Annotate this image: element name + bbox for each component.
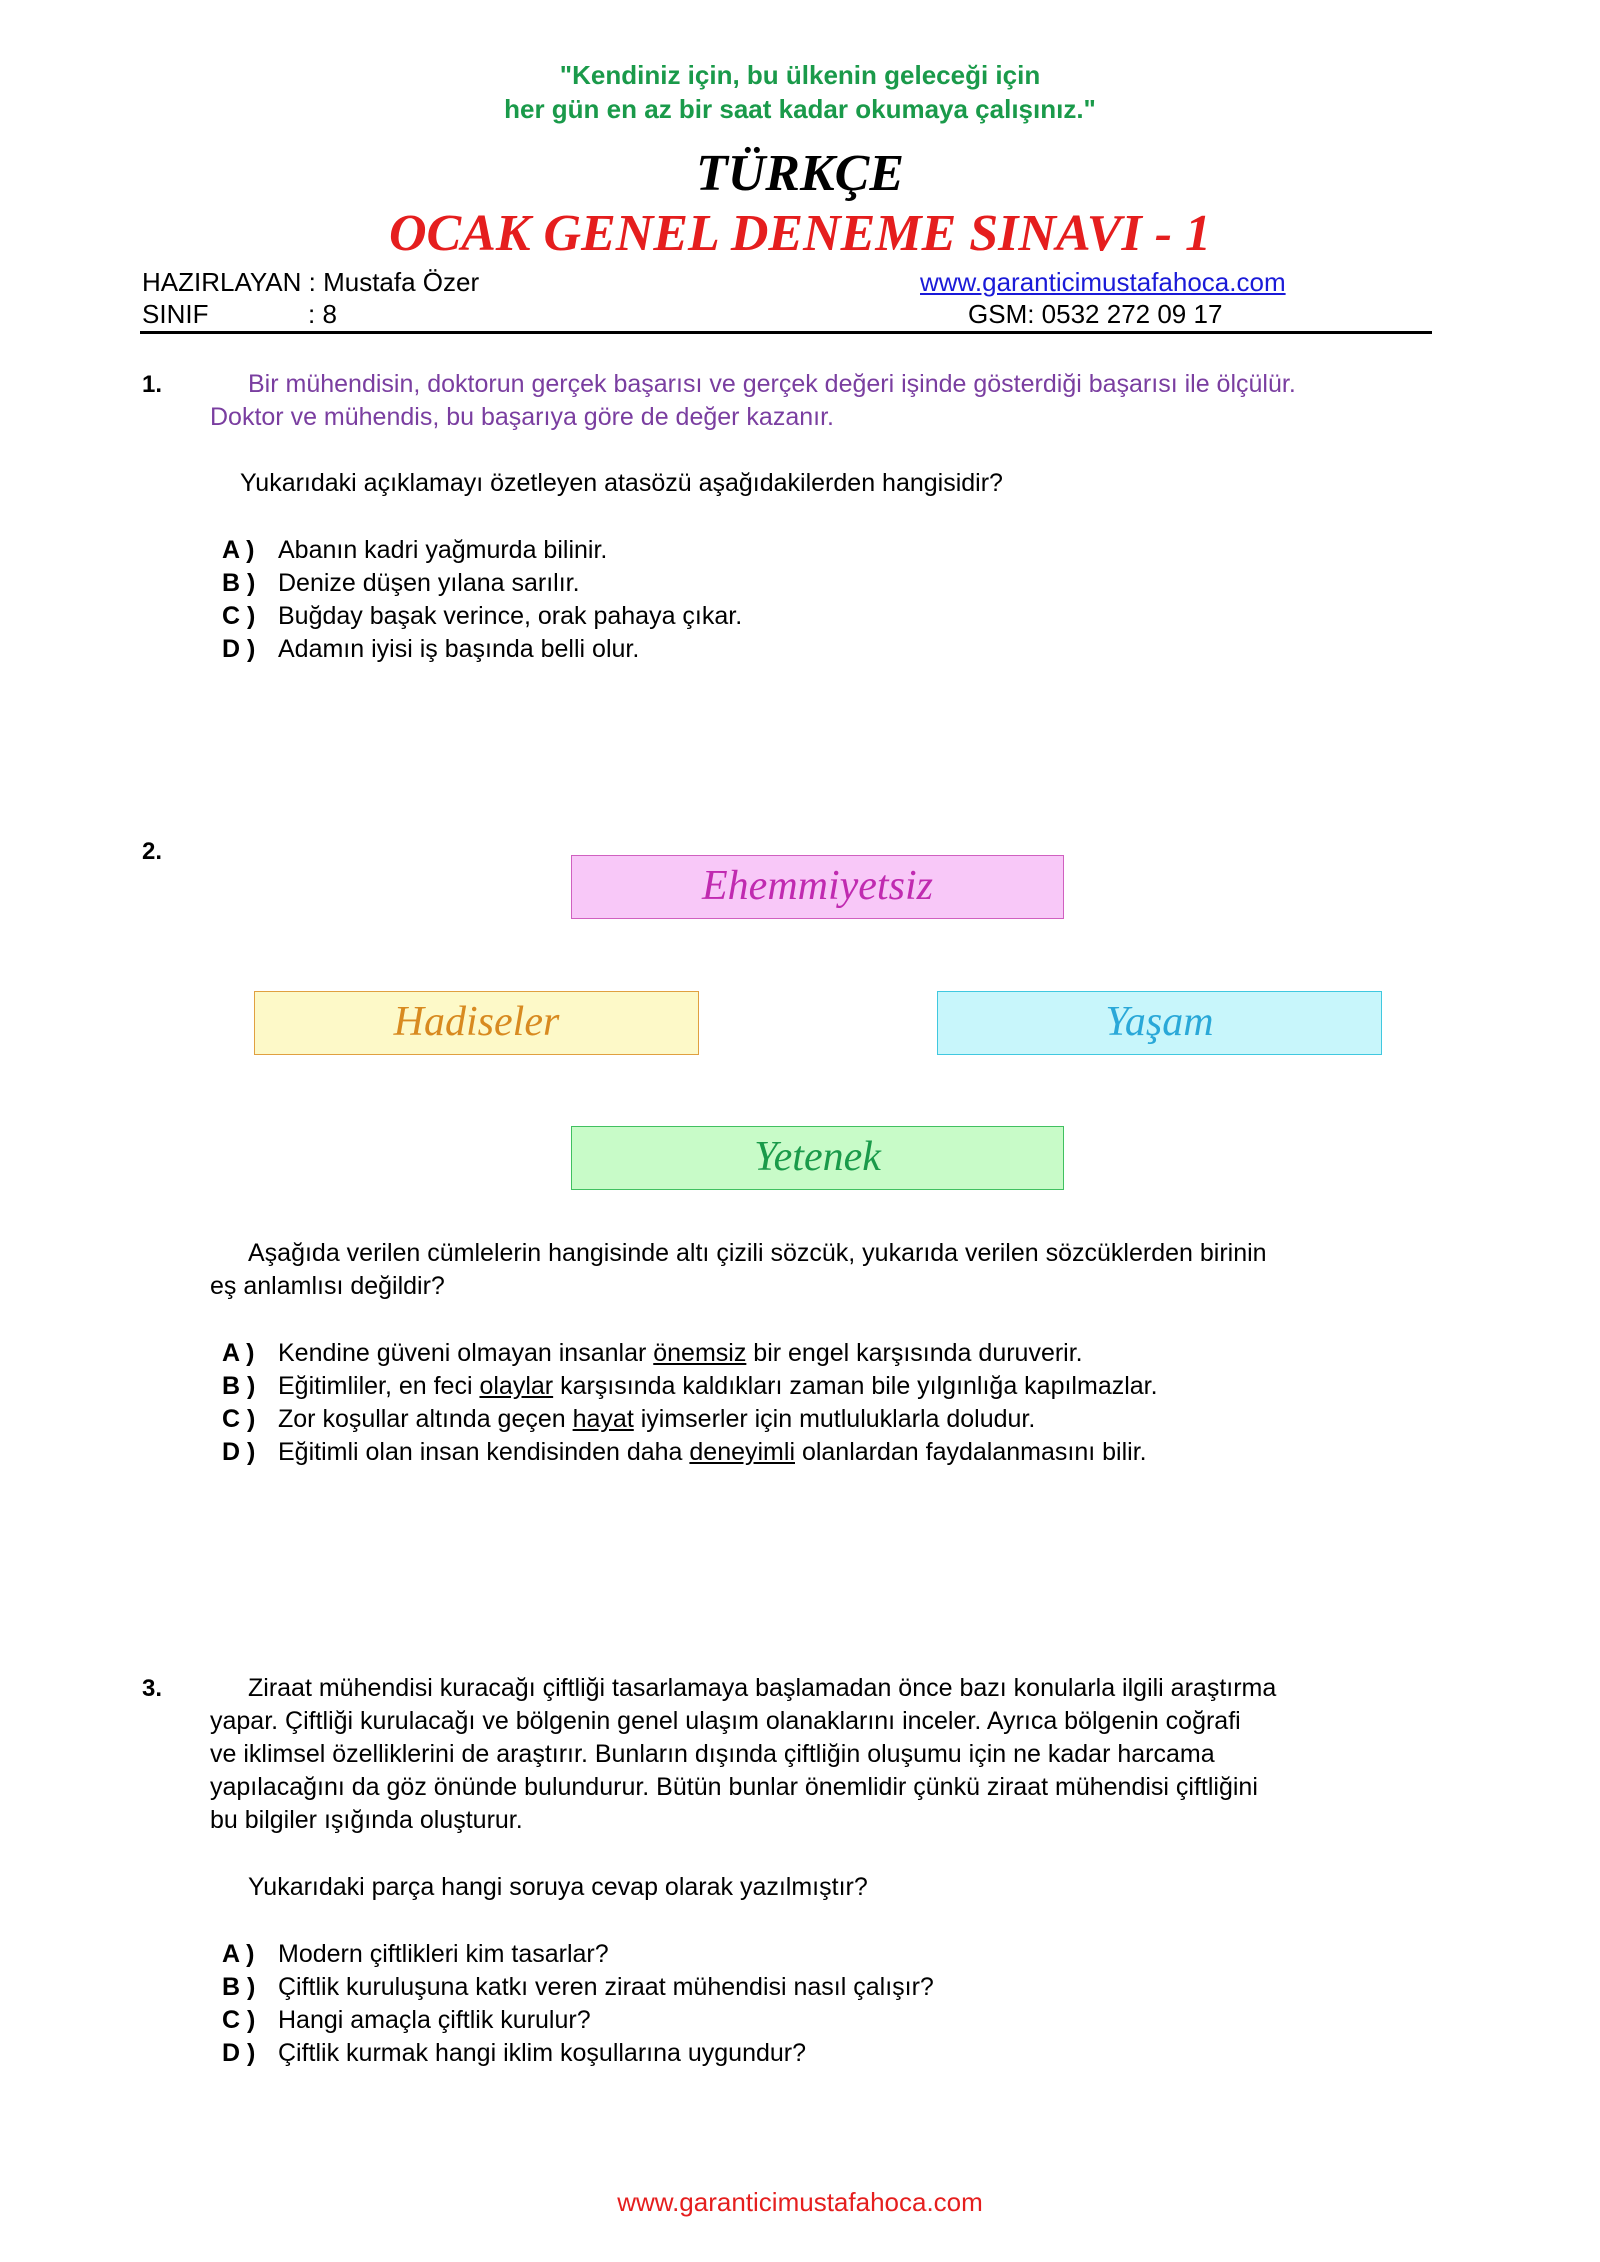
question-3-passage-line-3: ve iklimsel özelliklerini de araştırır. Bunların dışında çiftliğin oluşumu için ne kadar harcama — [210, 1740, 1215, 1768]
question-2-option-a[interactable]: A ) Kendine güveni olmayan insanlar önemsiz bir engel karşısında duruverir. — [222, 1339, 1083, 1367]
word-box-yetenek: Yetenek — [571, 1126, 1064, 1190]
question-1-prompt: Yukarıdaki açıklamayı özetleyen atasözü aşağıdakilerden hangisidir? — [240, 469, 1003, 497]
question-2-number: 2. — [142, 838, 163, 865]
question-1-passage-line-1: Bir mühendisin, doktorun gerçek başarısı ve gerçek değeri işinde gösterdiği başarısı ile ölçülür. — [248, 370, 1296, 398]
motto-line-1: "Kendiniz için, bu ülkenin geleceği için — [559, 60, 1041, 90]
word-box-hadiseler: Hadiseler — [254, 991, 699, 1055]
question-1-option-a[interactable]: A ) Abanın kadri yağmurda bilinir. — [222, 536, 608, 564]
phone-number: GSM: 0532 272 09 17 — [968, 299, 1223, 329]
question-1-passage-line-2: Doktor ve mühendis, bu başarıya göre de değer kazanır. — [210, 403, 834, 431]
underlined-word: deneyimli — [689, 1438, 795, 1466]
question-3-option-c[interactable]: C ) Hangi amaçla çiftlik kurulur? — [222, 2006, 591, 2034]
question-3-option-d[interactable]: D ) Çiftlik kurmak hangi iklim koşullarına uygundur? — [222, 2039, 807, 2067]
website-link[interactable]: www.garanticimustafahoca.com — [920, 267, 1286, 297]
page-title: TÜRKÇE — [695, 145, 905, 202]
question-1-option-b[interactable]: B ) Denize düşen yılana sarılır. — [222, 569, 580, 597]
question-1-option-c[interactable]: C ) Buğday başak verince, orak pahaya çıkar. — [222, 602, 743, 630]
question-3-option-a[interactable]: A ) Modern çiftlikleri kim tasarlar? — [222, 1940, 609, 1968]
question-2-prompt-line-2: eş anlamlısı değildir? — [210, 1272, 445, 1300]
question-3-option-b[interactable]: B ) Çiftlik kuruluşuna katkı veren ziraat mühendisi nasıl çalışır? — [222, 1973, 934, 2001]
question-3-passage-line-1: Ziraat mühendisi kuracağı çiftliği tasarlamaya başlamadan önce bazı konularla ilgili araştırma — [248, 1674, 1277, 1702]
question-1-number: 1. — [142, 371, 163, 398]
underlined-word: önemsiz — [653, 1339, 747, 1367]
header-divider — [140, 331, 1432, 334]
exam-subtitle: OCAK GENEL DENEME SINAVI - 1 — [388, 205, 1212, 262]
word-box-ehemmiyetsiz: Ehemmiyetsiz — [571, 855, 1064, 919]
word-box-yasam: Yaşam — [937, 991, 1382, 1055]
question-3-passage-line-5: bu bilgiler ışığında oluşturur. — [210, 1806, 523, 1834]
question-1-option-d[interactable]: D ) Adamın iyisi iş başında belli olur. — [222, 635, 640, 663]
question-3-number: 3. — [142, 1675, 163, 1702]
author-label: HAZIRLAYAN : Mustafa Özer — [142, 267, 480, 297]
footer-website[interactable]: www.garanticimustafahoca.com — [617, 2187, 983, 2217]
question-2-option-d[interactable]: D ) Eğitimli olan insan kendisinden daha deneyimli olanlardan faydalanmasını bilir. — [222, 1438, 1147, 1466]
question-2-prompt-line-1: Aşağıda verilen cümlelerin hangisinde altı çizili sözcük, yukarıda verilen sözcüklerden birinin — [248, 1239, 1267, 1267]
question-3-passage-line-4: yapılacağını da göz önünde bulundurur. Bütün bunlar önemlidir çünkü ziraat mühendisi çiftliğini — [210, 1773, 1258, 1801]
question-3-passage-line-2: yapar. Çiftliği kurulacağı ve bölgenin genel ulaşım olanaklarını inceler. Ayrıca bölgenin coğrafi — [210, 1707, 1241, 1735]
class-value: : 8 — [308, 299, 337, 329]
underlined-word: olaylar — [479, 1372, 554, 1400]
motto-line-2: her gün en az bir saat kadar okumaya çalışınız." — [504, 94, 1096, 124]
question-2-option-c[interactable]: C ) Zor koşullar altında geçen hayat iyimserler için mutluluklarla doludur. — [222, 1405, 1036, 1433]
class-label: SINIF — [142, 299, 209, 329]
question-2-option-b[interactable]: B ) Eğitimliler, en feci olaylar karşısında kaldıkları zaman bile yılgınlığa kapılmazlar. — [222, 1372, 1158, 1400]
question-3-prompt: Yukarıdaki parça hangi soruya cevap olarak yazılmıştır? — [248, 1873, 868, 1901]
underlined-word: hayat — [572, 1405, 634, 1433]
